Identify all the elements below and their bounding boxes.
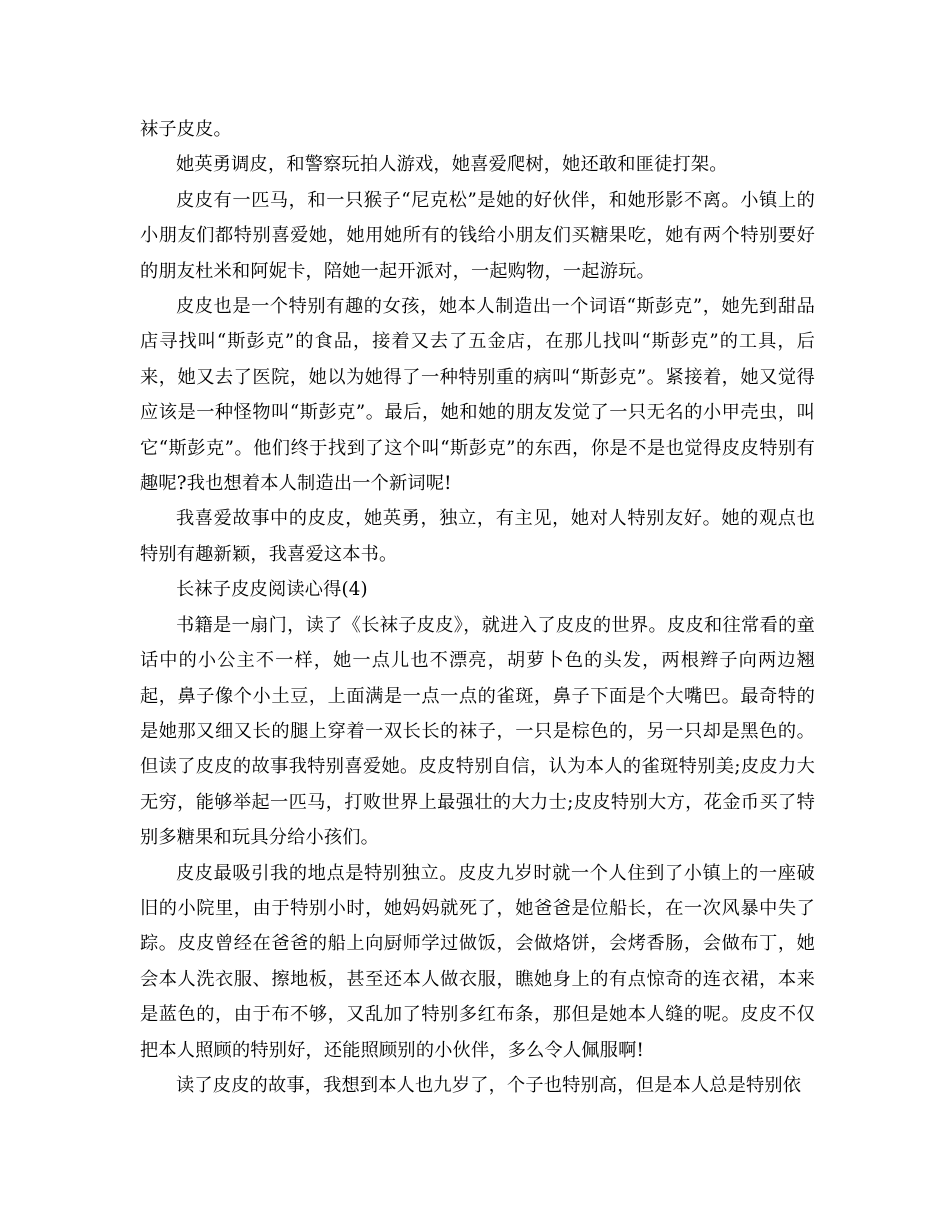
- section-heading: 长袜子皮皮阅读心得(4): [176, 579, 368, 601]
- paragraph: 皮皮也是一个特别有趣的女孩，她本人制造出一个词语“斯彭克”，她先到甜品店寻找叫“斯彭克”的食品，接着又去了五金店，在那儿找叫“斯彭克”的工具，后来，她又去了医院，她以为她得了一种特别重的病叫“斯彭克”。紧接着，她又觉得应该是一种怪物叫“斯彭克”。最后，她和她的朋友发觉了一只无名的小甲壳虫，叫它“斯彭克”。他们终于找到了这个叫“斯彭克”的东西，你是不是也觉得皮皮特别有趣呢?我也想着本人制造出一个新词呢!: [140, 296, 815, 495]
- document-body: [140, 112, 815, 1103]
- paragraph: 书籍是一扇门，读了《长袜子皮皮》，就进入了皮皮的世界。皮皮和往常看的童话中的小公主不一样，她一点儿也不漂亮，胡萝卜色的头发，两根辫子向两边翘起，鼻子像个小土豆，上面满是一点一点的雀斑，鼻子下面是个大嘴巴。最奇特的是她那又细又长的腿上穿着一双长长的袜子，一只是棕色的，另一只却是黑色的。但读了皮皮的故事我特别喜爱她。皮皮特别自信，认为本人的雀斑特别美;皮皮力大无穷，能够举起一匹马，打败世界上最强壮的大力士;皮皮特别大方，花金币买了特别多糖果和玩具分给小孩们。: [140, 614, 815, 849]
- paragraph: 她英勇调皮，和警察玩拍人游戏，她喜爱爬树，她还敢和匪徒打架。: [176, 154, 728, 176]
- paragraph: 读了皮皮的故事，我想到本人也九岁了，个子也特别高，但是本人总是特别依: [176, 1074, 802, 1096]
- paragraph: 皮皮有一匹马，和一只猴子“尼克松”是她的好伙伴，和她形影不离。小镇上的小朋友们都特别喜爱她，她用她所有的钱给小朋友们买糖果吃，她有两个特别要好的朋友杜米和阿妮卡，陪她一起开派对，一起购物，一起游玩。: [140, 189, 815, 282]
- paragraph: 皮皮最吸引我的地点是特别独立。皮皮九岁时就一个人住到了小镇上的一座破旧的小院里，由于特别小时，她妈妈就死了，她爸爸是位船长，在一次风暴中失了踪。皮皮曾经在爸爸的船上向厨师学过做饭，会做烙饼，会烤香肠，会做布丁，她会本人洗衣服、擦地板，甚至还本人做衣服，瞧她身上的有点惊奇的连衣裙，本来是蓝色的，由于布不够，又乱加了特别多红布条，那但是她本人缝的呢。皮皮不仅把本人照顾的特别好，还能照顾别的小伙伴，多么令人佩服啊!: [140, 862, 815, 1061]
- paragraph: 袜子皮皮。: [140, 119, 232, 140]
- paragraph: 我喜爱故事中的皮皮，她英勇，独立，有主见，她对人特别友好。她的观点也特别有趣新颖，我喜爱这本书。: [140, 508, 815, 565]
